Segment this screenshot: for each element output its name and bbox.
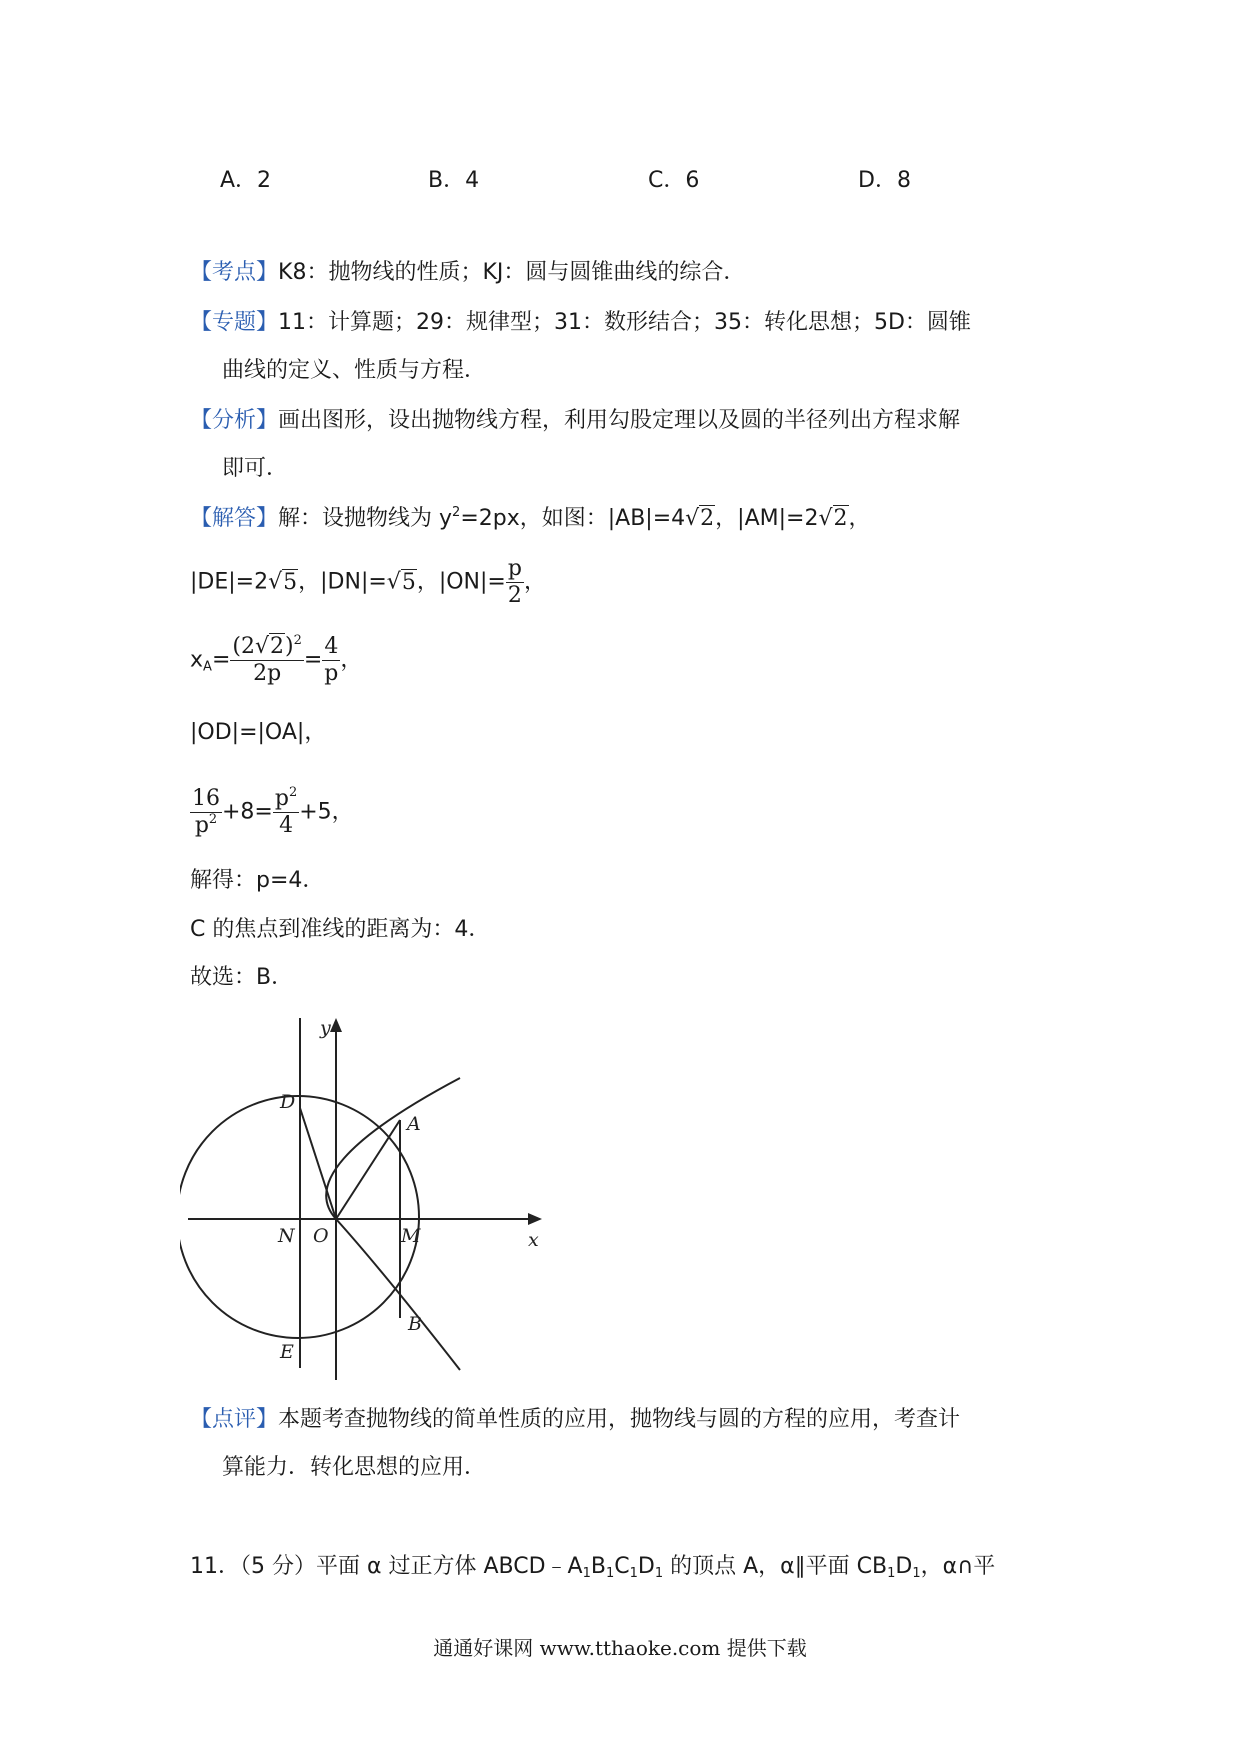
jieda-distance: C 的焦点到准线的距离为：4． <box>190 917 491 942</box>
y-axis-arrow-icon <box>330 1018 342 1032</box>
label-n: N <box>278 1225 295 1247</box>
label-a: A <box>407 1113 421 1135</box>
zhuanti-line2: 曲线的定义、性质与方程． <box>222 358 487 383</box>
kaodian-section <box>190 258 745 288</box>
jieda-od-oa: |OD|=|OA|， <box>190 720 327 745</box>
zhuanti-tag: 【专题】 <box>190 310 279 335</box>
dianping-tag: 【点评】 <box>190 1407 279 1432</box>
label-d: D <box>280 1091 296 1113</box>
kaodian-text: K8：抛物线的性质；KJ：圆与圆锥曲线的综合． <box>278 260 746 285</box>
frac-xa: $\frac{(2√2)^2}{2p}$ <box>232 633 302 686</box>
label-e: E <box>280 1341 294 1363</box>
sqrt-2-am: √2 <box>818 506 848 531</box>
fenxi-line1: 画出图形，设出抛物线方程，利用勾股定理以及圆的半径列出方程求解 <box>278 408 961 433</box>
frac-16-over-p2: $\frac{16}{p^2}$ <box>192 786 220 838</box>
label-x: x <box>528 1229 539 1251</box>
jieda-choice: 故选：B． <box>190 965 294 990</box>
dianping-line2: 算能力．转化思想的应用． <box>222 1455 487 1480</box>
frac-p-over-2: $\frac{p}{2}$ <box>507 556 522 608</box>
label-y: y <box>320 1017 331 1039</box>
jieda-xa-line: $x_A=$ $\frac{(2√2)^2}{2p}$ = $\frac{4}{p}$ ， <box>190 633 363 686</box>
fenxi-tag: 【分析】 <box>190 408 279 433</box>
jieda-line2: |DE|=2√5，|DN|=√5，|ON|= $\frac{p}{2}$ ， <box>190 556 546 608</box>
kaodian-tag: 【考点】 <box>190 260 279 285</box>
label-o: O <box>313 1225 329 1247</box>
page-footer: 通通好课网 www.tthaoke.com 提供下载 <box>433 1636 807 1660</box>
frac-p2-over-4: $\frac{p^2}{4}$ <box>274 785 298 838</box>
sqrt-5-de: √5 <box>268 569 298 595</box>
jieda-equation: $\frac{16}{p^2}$ +8= $\frac{p^2}{4}$ +5， <box>192 785 354 838</box>
label-b: B <box>408 1313 422 1335</box>
question-11: 11．（5 分）平面 α 过正方体 $ABCD﹣A_1B_1C_1D_1$ 的顶点 A，α∥平面 $CB_1D_1$，α∩平 <box>190 1554 996 1581</box>
sqrt-5-dn: √5 <box>386 569 416 595</box>
fenxi-section <box>190 406 960 436</box>
jieda-tag: 【解答】 <box>190 506 279 531</box>
jieda-line1: 【解答】解：设抛物线为 $y^2=2px$，如图：|AB|=4√2，|AM|=2√2， <box>190 505 871 531</box>
geometry-figure <box>180 1005 550 1395</box>
option-b: B．4 <box>428 168 480 193</box>
fenxi-line2: 即可． <box>222 456 289 481</box>
option-c: C．6 <box>648 168 700 193</box>
label-m: M <box>401 1225 421 1247</box>
jieda-result: 解得：p=4． <box>190 868 325 893</box>
dianping-line1: 本题考查抛物线的简单性质的应用，抛物线与圆的方程的应用，考查计 <box>278 1407 961 1432</box>
zhuanti-section <box>190 308 971 338</box>
option-a: A．2 <box>220 168 272 193</box>
sqrt-2-ab: √2 <box>685 506 715 531</box>
frac-4-over-p: $\frac{4}{p}$ <box>324 634 339 686</box>
parabola-curve <box>326 1078 460 1370</box>
option-d: D．8 <box>858 168 911 193</box>
dianping-section <box>190 1405 960 1435</box>
segment-do <box>300 1108 336 1219</box>
zhuanti-line1: 11：计算题；29：规律型；31：数形结合；35：转化思想；5D：圆锥 <box>278 310 971 335</box>
x-axis-arrow-icon <box>528 1213 542 1225</box>
